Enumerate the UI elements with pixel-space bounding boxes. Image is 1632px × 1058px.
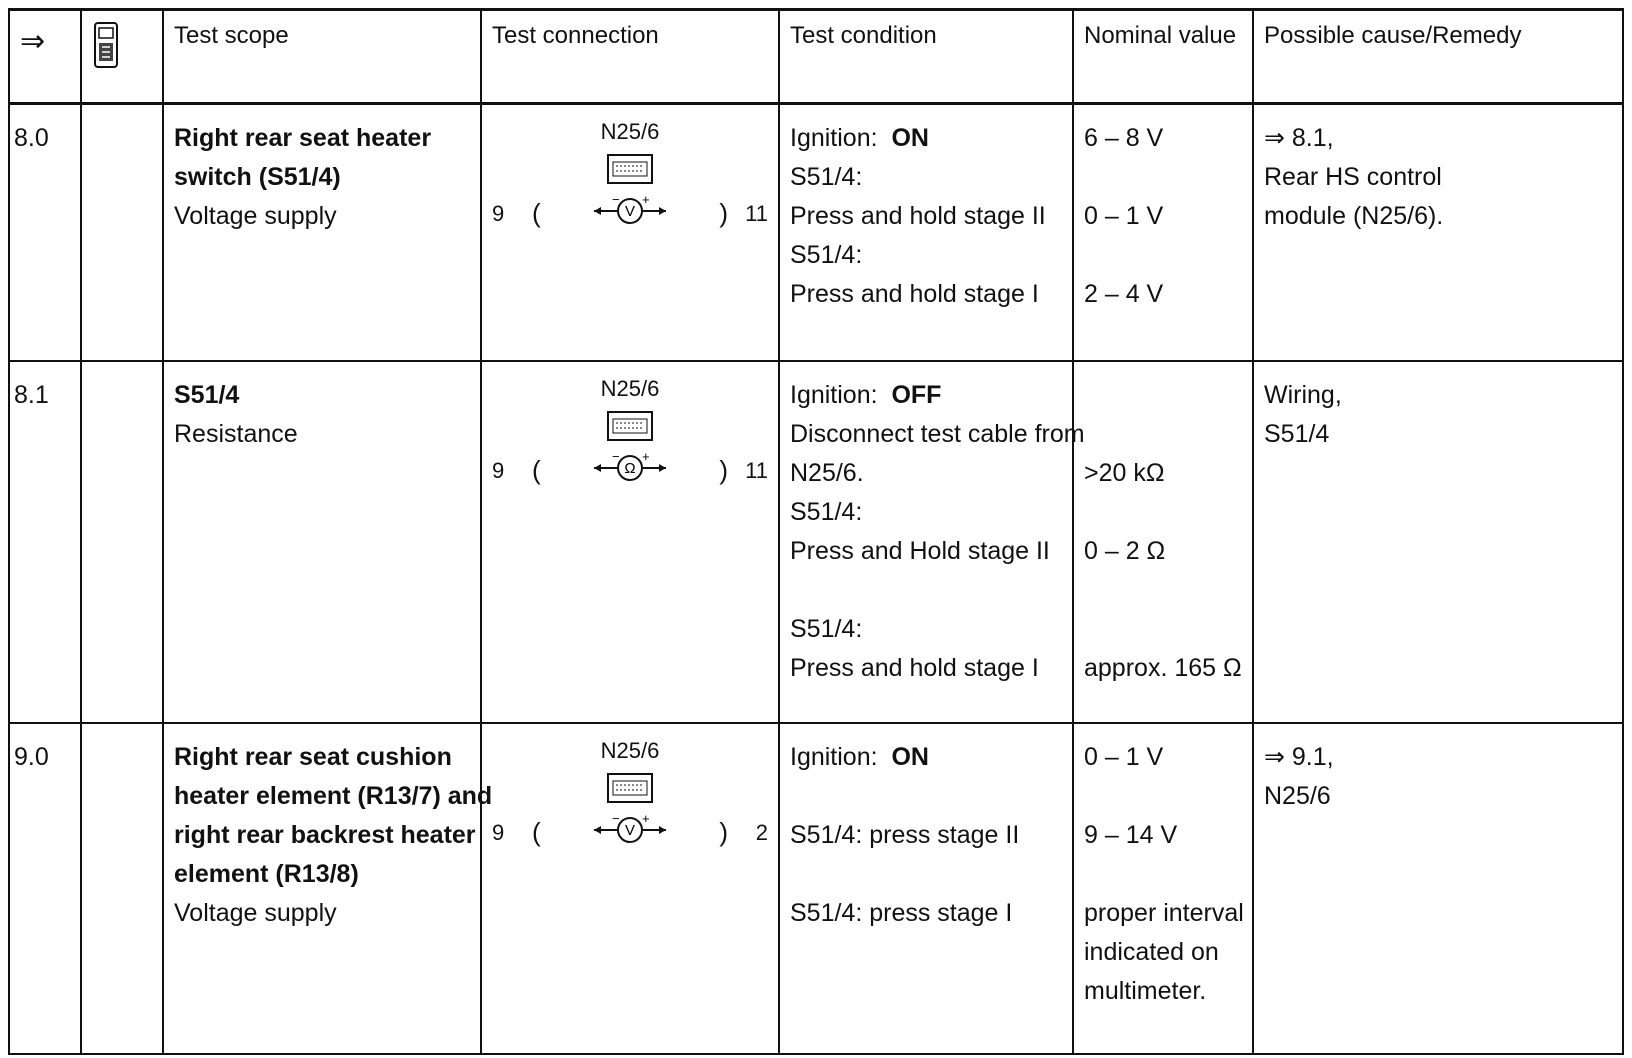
socket-left-icon: ( (532, 817, 541, 847)
svg-text:+: + (642, 811, 650, 826)
header-test-condition: Test condition (779, 10, 1073, 104)
pin-left: 9 (492, 820, 505, 845)
test-scope-cell (163, 104, 481, 362)
row-id: 8.0 (9, 104, 81, 362)
header-nominal-value: Nominal value (1073, 10, 1253, 104)
pin-left: 9 (492, 458, 505, 483)
nominal-value: 6 – 8 V (1084, 124, 1164, 152)
condition-line: S51/4: (790, 163, 863, 191)
table-header-row (9, 10, 1623, 104)
socket-right-icon: ) (719, 198, 728, 228)
test-scope-cell (163, 361, 481, 723)
row-id: 9.0 (9, 723, 81, 1054)
svg-text:−: − (612, 811, 620, 826)
nominal-value-cell (1073, 104, 1253, 362)
cause-line: module (N25/6). (1264, 202, 1444, 230)
ignition-label: Ignition: (790, 381, 878, 409)
nominal-value: 0 – 1 V (1084, 743, 1164, 771)
possible-cause-cell (1253, 361, 1623, 723)
cause-line: Wiring, (1264, 381, 1342, 409)
cause-line: ⇒ 8.1, (1264, 124, 1334, 152)
possible-cause-cell (1253, 104, 1623, 362)
test-scope-cell (163, 723, 493, 1054)
cause-line: ⇒ 9.1, (1264, 743, 1334, 771)
svg-text:+: + (642, 449, 650, 464)
ignition-line (790, 376, 1062, 415)
nominal-value: proper interval (1084, 899, 1244, 927)
socket-left-icon: ( (532, 455, 541, 485)
test-condition-cell (779, 104, 1073, 362)
test-connection-cell (481, 104, 779, 362)
pin-right: 11 (745, 201, 768, 226)
control-module-icon (606, 772, 654, 806)
cause-line: Rear HS control (1264, 163, 1442, 191)
cause-line: N25/6 (1264, 782, 1331, 810)
scope-title-line: Right rear seat cushion (174, 743, 452, 771)
scope-title-line: Right rear seat heater (174, 124, 432, 152)
connection-diagram (492, 376, 768, 516)
diagnostic-test-table-page (8, 8, 1622, 1048)
scope-title-line: switch (S51/4) (174, 163, 341, 191)
module-label: N25/6 (600, 376, 660, 401)
ignition-line (790, 119, 1062, 158)
header-tester-cell (81, 10, 163, 104)
scope-title-line: right rear backrest heater (174, 821, 476, 849)
socket-left-icon: ( (532, 198, 541, 228)
condition-line: S51/4: (790, 615, 863, 643)
ignition-value: ON (891, 124, 929, 152)
condition-line: S51/4: press stage I (790, 899, 1013, 927)
header-test-connection: Test connection (481, 10, 779, 104)
nominal-value: 9 – 14 V (1084, 821, 1178, 849)
meter-symbol: V (624, 203, 636, 220)
condition-line: Press and Hold stage II (790, 537, 1050, 565)
tester-cell (81, 104, 163, 362)
ignition-value: OFF (891, 381, 942, 409)
nominal-value-cell (1073, 723, 1253, 1054)
cause-line: S51/4 (1264, 420, 1330, 448)
pin-right: 2 (755, 820, 768, 845)
tester-cell (81, 361, 163, 723)
scope-title-line: heater element (R13/7) and (174, 782, 493, 810)
module-label: N25/6 (600, 738, 660, 763)
condition-line: Press and hold stage II (790, 202, 1046, 230)
connection-diagram (492, 738, 768, 878)
control-module-icon (606, 153, 654, 187)
socket-right-icon: ) (719, 455, 728, 485)
test-condition-cell (779, 361, 1085, 723)
meter-symbol: Ω (624, 460, 636, 477)
voltmeter-icon (590, 810, 670, 850)
nominal-value: 0 – 2 Ω (1084, 537, 1166, 565)
condition-line: Press and hold stage I (790, 654, 1039, 682)
scope-subtitle: Voltage supply (174, 202, 337, 230)
ignition-value: ON (891, 743, 929, 771)
condition-line: S51/4: press stage II (790, 821, 1020, 849)
test-connection-cell (481, 723, 779, 1054)
socket-right-icon: ) (719, 817, 728, 847)
voltmeter-icon (590, 191, 670, 231)
nominal-value: 2 – 4 V (1084, 280, 1164, 308)
test-table (8, 8, 1624, 1055)
header-test-scope: Test scope (163, 10, 481, 104)
possible-cause-cell (1253, 723, 1623, 1054)
tester-cell (81, 723, 163, 1054)
condition-line: Press and hold stage I (790, 280, 1039, 308)
condition-line: N25/6. (790, 459, 864, 487)
condition-line: S51/4: (790, 498, 863, 526)
scope-subtitle: Voltage supply (174, 899, 337, 927)
svg-text:−: − (612, 192, 620, 207)
nominal-value: >20 kΩ (1084, 459, 1165, 487)
scope-title-line: S51/4 (174, 381, 240, 409)
header-arrow: ⇒ (9, 10, 81, 104)
meter-symbol: V (624, 822, 636, 839)
header-possible-cause: Possible cause/Remedy (1253, 10, 1623, 104)
svg-text:+: + (642, 192, 650, 207)
scope-title-line: element (R13/8) (174, 860, 359, 888)
nominal-value: 0 – 1 V (1084, 202, 1164, 230)
nominal-value: multimeter. (1084, 977, 1207, 1005)
scope-subtitle: Resistance (174, 420, 298, 448)
test-condition-cell (779, 723, 1073, 1054)
table-row (9, 361, 1623, 723)
test-connection-cell (481, 361, 779, 723)
row-id: 8.1 (9, 361, 81, 723)
svg-text:−: − (612, 449, 620, 464)
connection-diagram (492, 119, 768, 259)
module-label: N25/6 (600, 119, 660, 144)
ignition-label: Ignition: (790, 124, 878, 152)
condition-line: Disconnect test cable from (790, 420, 1085, 448)
table-row (9, 104, 1623, 362)
nominal-value: approx. 165 Ω (1084, 654, 1242, 682)
ignition-line (790, 738, 1062, 777)
control-module-icon (606, 410, 654, 444)
pin-left: 9 (492, 201, 505, 226)
condition-line: S51/4: (790, 241, 863, 269)
nominal-value: indicated on (1084, 938, 1219, 966)
table-row (9, 723, 1623, 1054)
pin-right: 11 (745, 458, 768, 483)
ignition-label: Ignition: (790, 743, 878, 771)
nominal-value-cell (1073, 361, 1253, 723)
handheld-tester-icon (92, 21, 120, 69)
ohmmeter-icon (590, 448, 670, 488)
